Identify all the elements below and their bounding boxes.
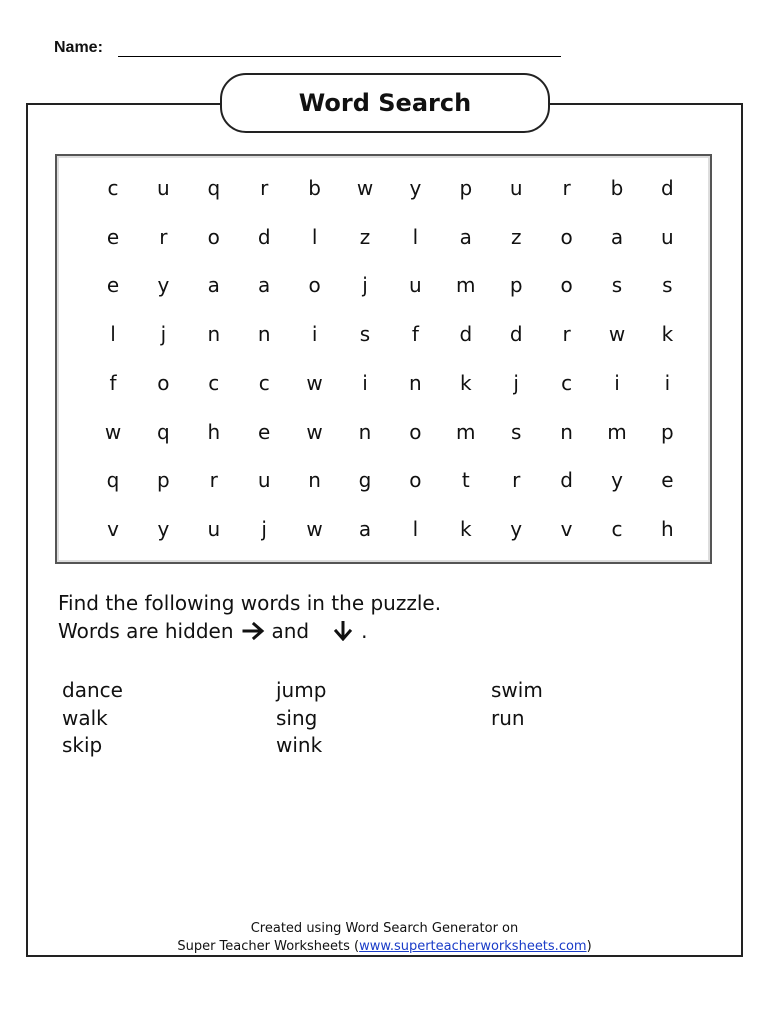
grid-letter[interactable]: c bbox=[611, 516, 623, 541]
grid-letter[interactable]: k bbox=[661, 322, 674, 347]
grid-letter[interactable]: u bbox=[157, 176, 170, 200]
grid-letter[interactable]: h bbox=[207, 419, 221, 444]
grid-letter[interactable]: f bbox=[109, 370, 117, 395]
grid-letter[interactable]: v bbox=[560, 516, 573, 541]
grid-letter[interactable]: n bbox=[308, 468, 321, 493]
grid-letter[interactable]: i bbox=[664, 370, 671, 395]
name-label: Name: bbox=[54, 39, 103, 56]
grid-letter[interactable]: r bbox=[260, 176, 269, 200]
grid-letter[interactable]: k bbox=[460, 370, 472, 395]
grid-letter[interactable]: u bbox=[257, 468, 271, 493]
grid-letter[interactable]: r bbox=[209, 468, 218, 493]
grid-letter[interactable]: j bbox=[261, 516, 267, 541]
grid-letter[interactable]: t bbox=[461, 468, 470, 493]
grid-letter[interactable]: o bbox=[560, 273, 573, 298]
word-list-item: run bbox=[491, 705, 525, 730]
grid-letter[interactable]: e bbox=[106, 224, 120, 249]
grid-letter[interactable]: p bbox=[157, 468, 170, 493]
instructions bbox=[58, 589, 441, 645]
arrow-right-icon bbox=[242, 621, 266, 641]
grid-letter[interactable]: c bbox=[258, 370, 270, 395]
grid-letter[interactable]: y bbox=[611, 468, 623, 493]
footer-line-1: Created using Word Search Generator on bbox=[250, 921, 519, 936]
word-list-item: walk bbox=[62, 705, 108, 730]
grid-letter[interactable]: c bbox=[107, 176, 119, 200]
grid-letter[interactable]: b bbox=[308, 176, 321, 200]
arrow-down-icon bbox=[331, 621, 355, 641]
word-list bbox=[62, 677, 682, 767]
word-list-item: swim bbox=[491, 678, 543, 702]
word-list-item: dance bbox=[62, 678, 123, 702]
grid-letter[interactable]: o bbox=[560, 224, 573, 249]
grid-letter[interactable]: i bbox=[614, 370, 620, 395]
grid-letter[interactable]: u bbox=[207, 516, 221, 541]
grid-letter[interactable]: u bbox=[509, 176, 523, 200]
grid-letter[interactable]: p bbox=[509, 273, 523, 298]
instructions-period: . bbox=[361, 619, 368, 643]
grid-letter[interactable]: e bbox=[661, 468, 674, 493]
grid-letter[interactable]: r bbox=[512, 468, 521, 493]
grid-letter[interactable]: l bbox=[412, 516, 419, 541]
grid-letter[interactable]: a bbox=[358, 516, 372, 541]
grid-letter[interactable]: l bbox=[110, 322, 116, 347]
grid-letter[interactable]: l bbox=[311, 224, 318, 249]
grid-letter[interactable]: o bbox=[308, 273, 321, 298]
grid-letter[interactable]: j bbox=[362, 273, 368, 298]
grid-letter[interactable]: s bbox=[359, 322, 371, 347]
grid-letter[interactable]: i bbox=[362, 370, 368, 395]
grid-letter[interactable]: n bbox=[207, 322, 221, 347]
grid-letter[interactable]: k bbox=[460, 516, 472, 541]
grid-letter[interactable]: d bbox=[560, 468, 573, 493]
grid-letter[interactable]: d bbox=[257, 224, 271, 249]
word-list-item: sing bbox=[276, 705, 318, 730]
grid-letter[interactable]: r bbox=[562, 322, 571, 347]
grid-letter[interactable]: r bbox=[159, 224, 168, 249]
page-title: Word Search bbox=[298, 89, 472, 117]
grid-letter[interactable]: q bbox=[106, 468, 120, 493]
grid-letter[interactable]: w bbox=[356, 176, 374, 200]
name-blank-line[interactable] bbox=[118, 56, 561, 57]
instructions-prefix: Words are hidden bbox=[58, 619, 234, 643]
grid-letter[interactable]: y bbox=[510, 516, 523, 541]
grid-letter[interactable]: m bbox=[456, 419, 476, 444]
grid-letter[interactable]: j bbox=[160, 322, 167, 347]
name-row bbox=[54, 38, 574, 62]
grid-letter[interactable]: j bbox=[513, 370, 519, 395]
grid-letter[interactable]: l bbox=[412, 224, 419, 249]
grid-letter[interactable]: n bbox=[257, 322, 271, 347]
grid-letter[interactable]: h bbox=[661, 516, 674, 541]
grid-letter[interactable]: s bbox=[662, 273, 673, 298]
grid-letter[interactable]: w bbox=[306, 516, 323, 541]
grid-letter[interactable]: m bbox=[607, 419, 627, 444]
grid-letter[interactable]: p bbox=[661, 419, 674, 444]
grid-letter[interactable]: u bbox=[661, 224, 674, 249]
letter-grid bbox=[55, 154, 712, 564]
grid-letter[interactable]: n bbox=[409, 370, 422, 395]
instructions-line-2 bbox=[58, 617, 441, 645]
grid-letter[interactable]: p bbox=[459, 176, 473, 200]
grid-letter[interactable]: r bbox=[562, 176, 571, 200]
word-list-item: wink bbox=[276, 733, 323, 757]
grid-letter[interactable]: n bbox=[560, 419, 573, 444]
grid-letter[interactable]: c bbox=[561, 370, 573, 395]
grid-letter[interactable]: q bbox=[157, 419, 170, 444]
grid-letter[interactable]: w bbox=[104, 419, 122, 444]
grid-letter[interactable]: z bbox=[359, 224, 371, 249]
grid-letter[interactable]: w bbox=[608, 322, 626, 347]
grid-letter[interactable]: d bbox=[509, 322, 523, 347]
grid-letter[interactable]: f bbox=[411, 322, 419, 347]
title-banner bbox=[220, 73, 550, 133]
grid-letter[interactable]: q bbox=[207, 176, 221, 200]
grid-letter[interactable]: o bbox=[409, 419, 422, 444]
grid-letter[interactable]: y bbox=[157, 516, 170, 541]
grid-letter[interactable]: a bbox=[207, 273, 220, 298]
grid-letter[interactable]: e bbox=[258, 419, 271, 444]
grid-letter[interactable]: n bbox=[358, 419, 372, 444]
grid-letter[interactable]: o bbox=[157, 370, 170, 395]
grid-letter[interactable]: u bbox=[409, 273, 422, 298]
grid-letter[interactable]: o bbox=[409, 468, 422, 493]
footer-prefix: Super Teacher Worksheets ( bbox=[177, 939, 360, 954]
instructions-and: and bbox=[271, 619, 310, 643]
word-list-item: skip bbox=[62, 733, 103, 757]
footer-line-2 bbox=[26, 938, 743, 956]
grid-letter[interactable]: s bbox=[510, 419, 522, 444]
grid-letter[interactable]: a bbox=[258, 273, 271, 298]
grid-letter[interactable]: e bbox=[106, 273, 120, 298]
footer-link[interactable]: www.superteacherworksheets.com bbox=[359, 939, 587, 954]
word-list-item: jump bbox=[276, 678, 327, 702]
grid-letter[interactable]: m bbox=[456, 273, 476, 298]
grid-letter[interactable]: a bbox=[610, 224, 624, 249]
grid-letter[interactable]: z bbox=[510, 224, 522, 249]
grid-letter[interactable]: w bbox=[306, 419, 323, 444]
grid-letter[interactable]: w bbox=[306, 370, 323, 395]
grid-letter[interactable]: i bbox=[311, 322, 318, 347]
footer bbox=[26, 920, 743, 956]
grid-letter[interactable]: d bbox=[661, 176, 674, 200]
grid-letter[interactable]: o bbox=[207, 224, 220, 249]
grid-letter[interactable]: d bbox=[459, 322, 473, 347]
grid-letter[interactable]: a bbox=[459, 224, 472, 249]
grid-letter[interactable]: b bbox=[610, 176, 624, 200]
footer-suffix: ) bbox=[586, 939, 592, 954]
instructions-line-1: Find the following words in the puzzle. bbox=[58, 591, 442, 615]
grid-letter[interactable]: v bbox=[107, 516, 119, 541]
grid-letter[interactable]: s bbox=[611, 273, 623, 298]
grid-letter[interactable]: g bbox=[358, 468, 372, 493]
grid-letter[interactable]: c bbox=[208, 370, 220, 395]
grid-letter[interactable]: y bbox=[157, 273, 170, 298]
grid-letter[interactable]: y bbox=[409, 176, 422, 200]
